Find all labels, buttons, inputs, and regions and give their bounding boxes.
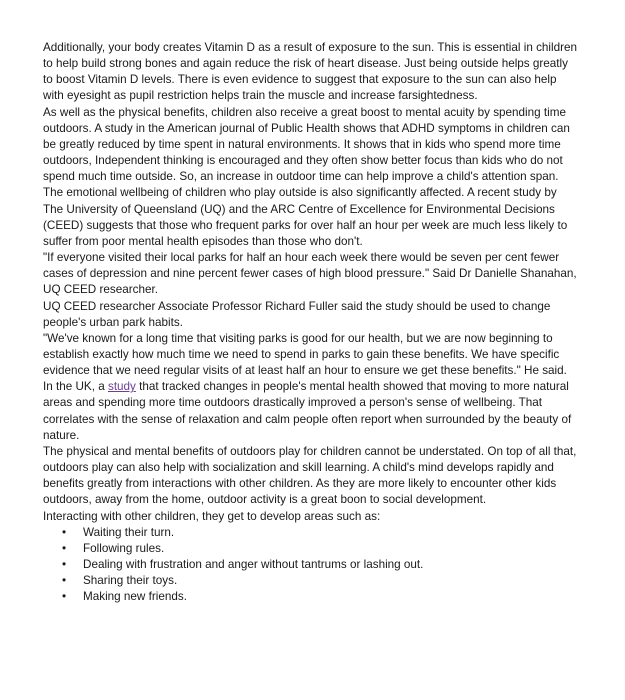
list-item bbox=[62, 557, 578, 573]
list-item bbox=[62, 525, 578, 541]
paragraph-list-intro: Interacting with other children, they get to develop areas such as: bbox=[43, 509, 381, 523]
list-item bbox=[62, 573, 578, 589]
bullet-icon: • bbox=[62, 541, 67, 555]
list-item-text: Dealing with frustration and anger without tantrums or lashing out. bbox=[83, 558, 424, 571]
skills-list bbox=[43, 525, 578, 606]
paragraph-shanahan-quote: "If everyone visited their local parks for half an hour each week there would be seven per cent fewer cases of depression and nine percent fewer cases of high blood pressure." Said Dr Danielle Shanahan, UQ CEED researcher. bbox=[43, 251, 577, 297]
paragraph-fuller-quote: "We've known for a long time that visiting parks is good for our health, but we are now beginning to establish exactly how much time we need to spend in parks to gain these benefits. We have specific evidence that we need regular visits of at least half an hour to ensure we get these benefits." He said. bbox=[43, 331, 567, 378]
paragraph-uk-study bbox=[43, 379, 578, 444]
uk-text-after: that tracked changes in people's mental health showed that moving to more natural areas and spending more time outdoors drastically improved a person's sense of wellbeing. That correlates with the sense of relaxation and calm people often report when surrounded by the beauty of nature. bbox=[43, 380, 572, 442]
document-body bbox=[43, 40, 578, 605]
list-item-text: Making new friends. bbox=[83, 590, 187, 604]
uk-text-before: In the UK, a bbox=[43, 380, 108, 394]
bullet-icon: • bbox=[62, 574, 67, 588]
bullet-icon: • bbox=[62, 590, 67, 604]
bullet-icon: • bbox=[62, 525, 67, 539]
list-item bbox=[62, 541, 578, 557]
list-item bbox=[62, 589, 578, 605]
paragraph-mental-acuity: As well as the physical benefits, children also receive a great boost to mental acuity by spending time outdoors. A study in the American journal of Public Health shows that ADHD symptoms in children can be greatly reduced by time spent in natural environments. It shows that in kids who spend more time outdoors, Independent thinking is encouraged and they often show better focus than kids who do not spend much time outside. So, an increase in outdoor time can help improve a child's attention span. bbox=[43, 105, 570, 184]
list-item-text: Waiting their turn. bbox=[83, 525, 175, 539]
bullet-icon: • bbox=[62, 558, 67, 571]
list-item-text: Sharing their toys. bbox=[83, 574, 178, 588]
paragraph-fuller-intro: UQ CEED researcher Associate Professor Richard Fuller said the study should be used to change people's urban park habits. bbox=[43, 299, 551, 329]
list-item-text: Following rules. bbox=[83, 541, 165, 555]
study-link[interactable]: study bbox=[107, 380, 136, 394]
paragraph-vitamin-d: Additionally, your body creates Vitamin D as a result of exposure to the sun. This is essential in children to help build strong bones and again reduce the risk of heart disease. Just being outside helps greatly to boost Vitamin D levels. There is even evidence to suggest that exposure to the sun can also help with eyesight as pupil restriction helps train the muscle and increase farsightedness. bbox=[43, 41, 578, 103]
paragraph-social-development: The physical and mental benefits of outdoors play for children cannot be understated. On top of all that, outdoors play can also help with socialization and skill learning. A child's mind develops rapidly and benefits greatly from interactions with other children. As they are more likely to encounter other kids outdoors, away from the home, outdoor activity is a great boon to social development. bbox=[43, 444, 577, 507]
paragraph-emotional-wellbeing: The emotional wellbeing of children who play outside is also significantly affected. A recent study by The University of Queensland (UQ) and the ARC Centre of Excellence for Environmental Decisions (CEED) suggests that those who frequent parks for over half an hour per week are much less likely to suffer from poor mental health episodes than those who don't. bbox=[43, 186, 568, 248]
